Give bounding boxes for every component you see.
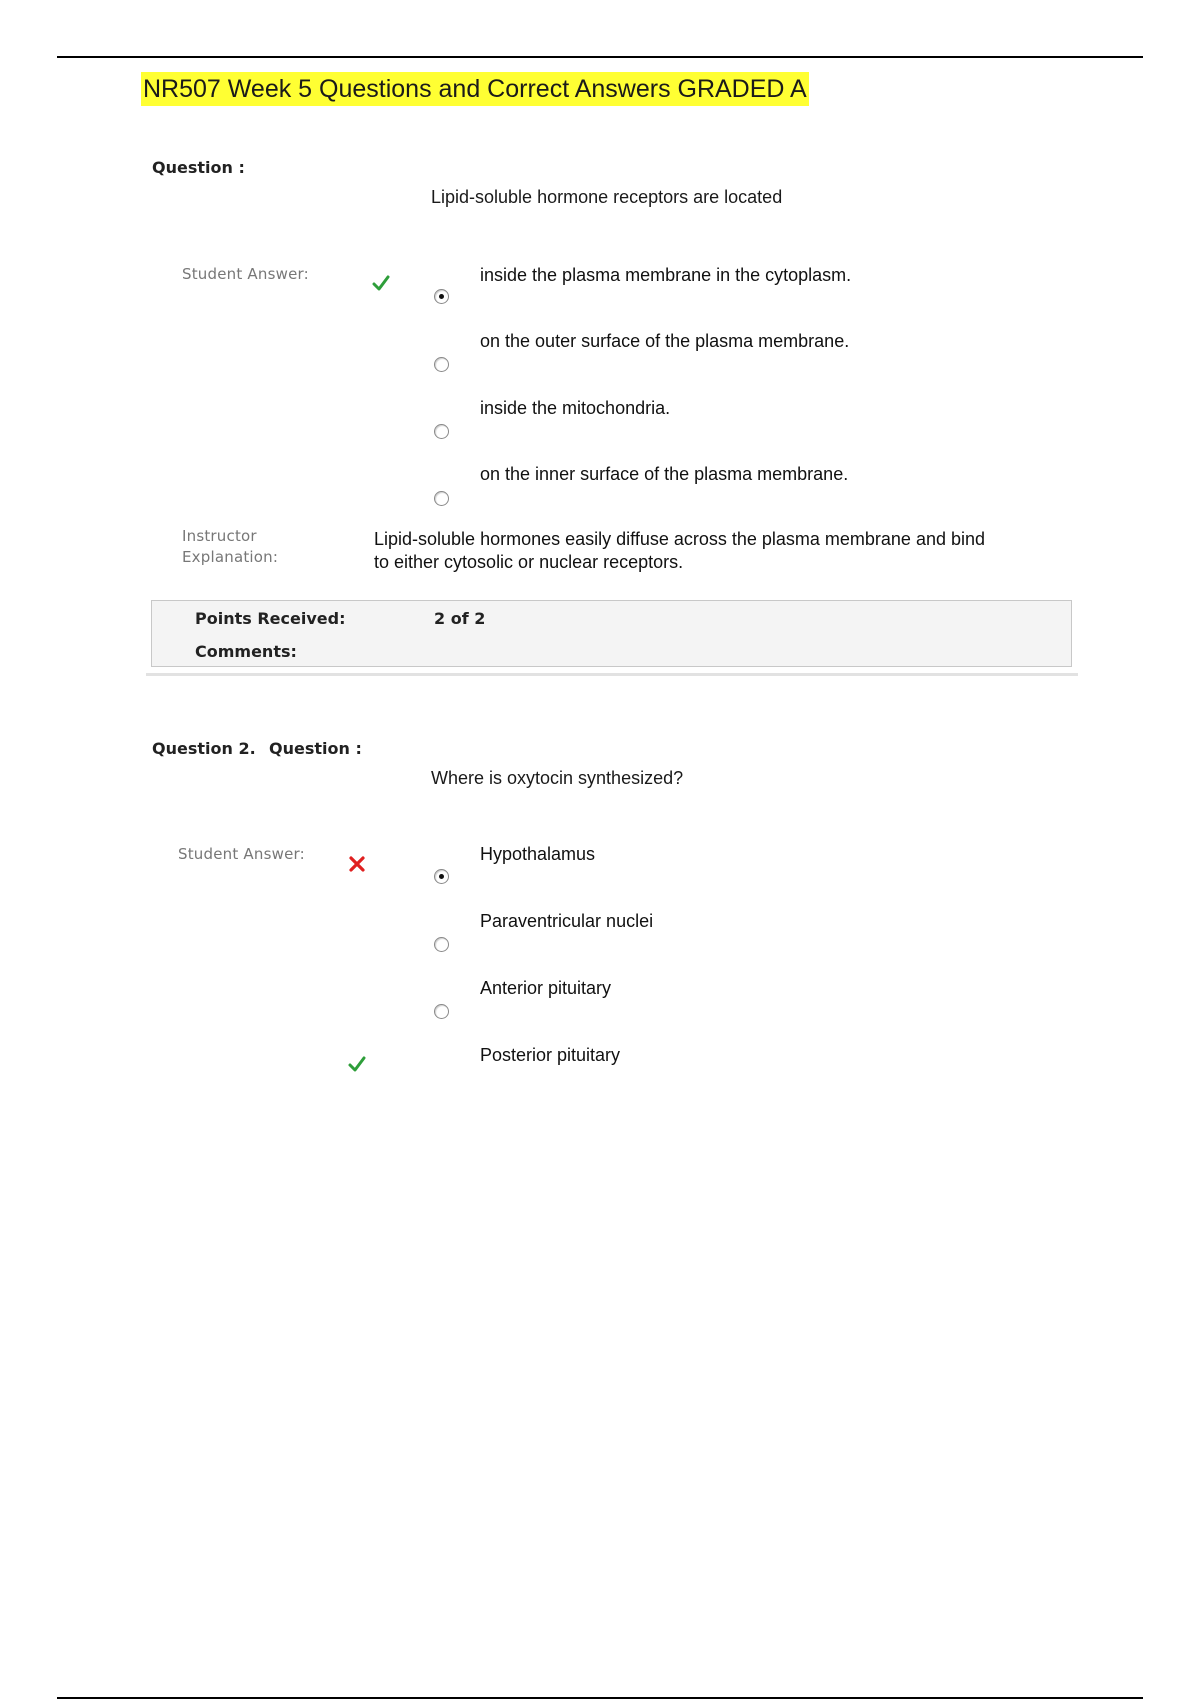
- check-icon: [371, 273, 391, 293]
- radio-unchecked-icon[interactable]: [434, 357, 449, 372]
- question-1-label: Question :: [152, 158, 245, 177]
- question-2-option-3: Anterior pituitary: [480, 978, 612, 998]
- cross-icon: [347, 854, 367, 874]
- explanation-label: Explanation:: [182, 548, 279, 566]
- instructor-label: Instructor: [182, 527, 257, 545]
- radio-checked-icon[interactable]: [434, 289, 449, 304]
- instructor-explanation: [374, 528, 1094, 574]
- explanation-line-2: to either cytosolic or nuclear receptors.: [374, 552, 684, 572]
- question-2-label: Question :: [269, 739, 362, 758]
- points-received-label: Points Received:: [195, 609, 346, 628]
- question-2-option-1: Hypothalamus: [480, 844, 596, 864]
- question-2-option-2: Paraventricular nuclei: [480, 911, 654, 931]
- explanation-line-1: Lipid-soluble hormones easily diffuse across the plasma membrane and bind: [374, 529, 986, 549]
- bottom-rule: [57, 1697, 1143, 1699]
- comments-label: Comments:: [195, 642, 297, 661]
- check-icon: [347, 1054, 367, 1074]
- radio-unchecked-icon[interactable]: [434, 937, 449, 952]
- question-2-text: Where is oxytocin synthesized?: [431, 768, 684, 788]
- question-1-option-4: on the inner surface of the plasma membrane.: [480, 464, 849, 484]
- question-2-option-4: Posterior pituitary: [480, 1045, 621, 1065]
- question-2-number: Question 2.: [152, 739, 256, 758]
- points-panel-shadow: [146, 673, 1078, 676]
- question-1-option-1: inside the plasma membrane in the cytoplasm.: [480, 265, 852, 285]
- question-1-text: Lipid-soluble hormone receptors are located: [431, 187, 783, 207]
- radio-unchecked-icon[interactable]: [434, 1004, 449, 1019]
- question-1-option-3: inside the mitochondria.: [480, 398, 671, 418]
- question-1-option-2: on the outer surface of the plasma membrane.: [480, 331, 850, 351]
- radio-checked-icon[interactable]: [434, 869, 449, 884]
- radio-unchecked-icon[interactable]: [434, 491, 449, 506]
- document-title: NR507 Week 5 Questions and Correct Answers GRADED A: [141, 72, 809, 106]
- top-rule: [57, 56, 1143, 58]
- radio-unchecked-icon[interactable]: [434, 424, 449, 439]
- points-received-value: 2 of 2: [434, 609, 486, 628]
- question-1-student-answer-label: Student Answer:: [182, 265, 309, 283]
- question-2-student-answer-label: Student Answer:: [178, 845, 305, 863]
